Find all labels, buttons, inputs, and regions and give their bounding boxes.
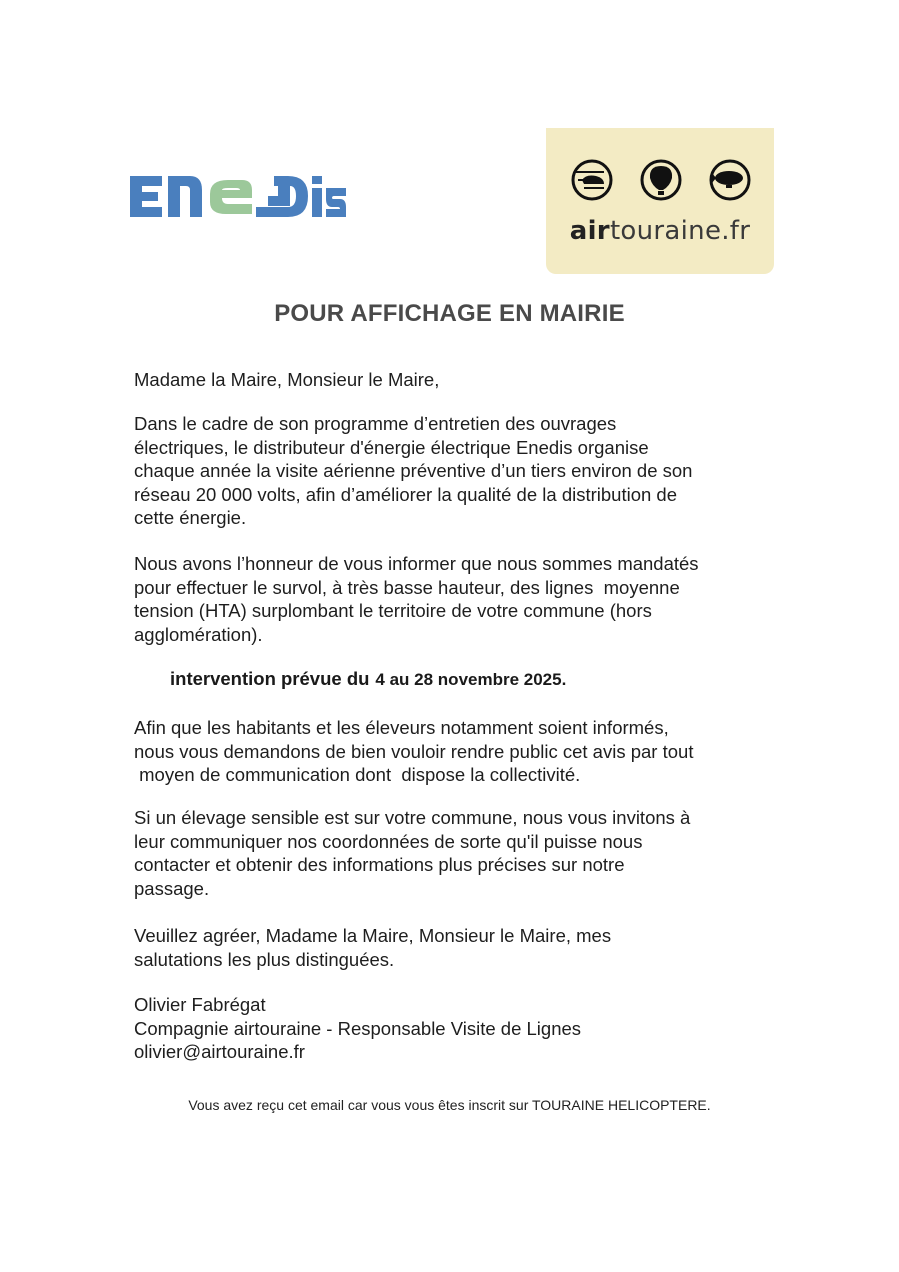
paragraph-line: électriques, le distributeur d'énergie électrique Enedis organise [134, 436, 649, 458]
paragraph-3 [134, 716, 794, 787]
paragraph-line: cette énergie. [134, 507, 247, 528]
intervention-label: intervention prévue du [170, 668, 370, 689]
intervention-period: 4 au 28 novembre 2025. [375, 670, 567, 689]
paragraph-line: Si un élevage sensible est sur votre commune, nous vous invitons à [134, 807, 691, 828]
paragraph-line: contacter et obtenir des informations plus précises sur notre [134, 854, 625, 875]
paragraph-5 [134, 924, 794, 971]
paragraph-1 [134, 412, 794, 530]
paragraph-line: salutations les plus distinguées. [134, 948, 395, 970]
airtouraine-logo [546, 128, 774, 274]
paragraph-line: leur communiquer nos coordonnées de sorte qu'il puisse nous [134, 830, 643, 852]
paragraph-line: réseau 20 000 volts, afin d’améliorer la qualité de la distribution de [134, 483, 677, 505]
wordmark-bold: air [569, 216, 610, 246]
intervention-dates [170, 668, 566, 690]
paragraph-4 [134, 806, 794, 900]
helicopter-icon [573, 161, 611, 199]
paragraph-line: passage. [134, 877, 210, 899]
paragraph-line: nous vous demandons de bien vouloir rendre public cet avis par tout [134, 740, 694, 762]
signature-role: Compagnie airtouraine - Responsable Visite de Lignes [134, 1017, 582, 1039]
paragraph-line: agglomération). [134, 623, 263, 645]
signature-email[interactable]: olivier@airtouraine.fr [134, 1041, 305, 1062]
airship-icon [711, 161, 749, 199]
footer-notice: Vous avez reçu cet email car vous vous êtes inscrit sur TOURAINE HELICOPTERE. [188, 1097, 711, 1113]
enedis-logo [128, 168, 348, 224]
paragraph-line: Dans le cadre de son programme d’entretien des ouvrages [134, 413, 617, 434]
airtouraine-wordmark [546, 216, 774, 246]
paragraph-line: moyen de communication dont dispose la collectivité. [134, 764, 581, 785]
wordmark-regular: touraine.fr [609, 216, 751, 246]
paragraph-line: Veuillez agréer, Madame la Maire, Monsieur le Maire, mes [134, 925, 612, 946]
paragraph-line: Nous avons l’honneur de vous informer que nous sommes mandatés [134, 553, 699, 574]
paragraph-line: chaque année la visite aérienne préventive d’un tiers environ de son [134, 460, 693, 481]
paragraph-line: tension (HTA) surplombant le territoire de votre commune (hors [134, 600, 652, 621]
signature-block [134, 993, 794, 1064]
paragraph-2 [134, 552, 794, 646]
hot-air-balloon-icon [642, 161, 680, 199]
page-title: POUR AFFICHAGE EN MAIRIE [274, 300, 625, 327]
greeting: Madame la Maire, Monsieur le Maire, [134, 369, 440, 390]
paragraph-line: pour effectuer le survol, à très basse hauteur, des lignes moyenne [134, 576, 680, 598]
signature-name: Olivier Fabrégat [134, 994, 266, 1015]
airtouraine-icons [564, 158, 758, 202]
paragraph-line: Afin que les habitants et les éleveurs notamment soient informés, [134, 717, 669, 738]
